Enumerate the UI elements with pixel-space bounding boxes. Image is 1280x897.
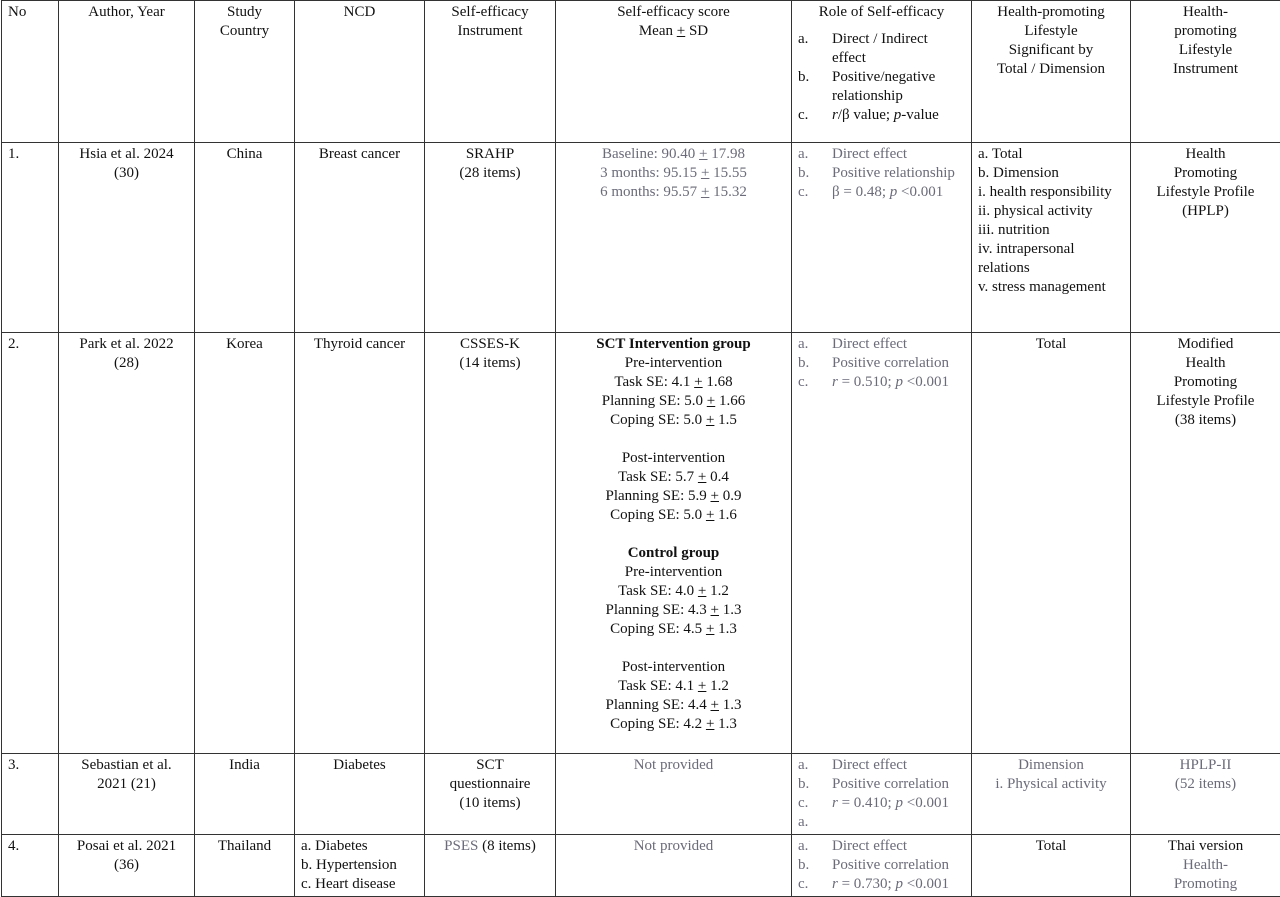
group-title: SCT Intervention group [562,335,785,354]
cell-role: a. Direct effect b. Positive correlation c. r = 0.510; p <0.001 [792,333,972,754]
cell-instrument: SRAHP (28 items) [425,143,556,333]
cell-role: a. Direct effect b. Positive correlation c. r = 0.410; p <0.001 a. [792,754,972,835]
cell-hpl-instrument: Health Promoting Lifestyle Profile (HPLP) [1131,143,1280,333]
cell-country: Korea [195,333,295,754]
cell-role: a. Direct effect b. Positive correlation c. r = 0.730; p <0.001 [792,835,972,897]
header-role: Role of Self-efficacy a. Direct / Indirect effect b. Positive/negative relationship c. r/β value; p-value [792,1,972,143]
header-significant: Health-promoting Lifestyle Significant by Total / Dimension [972,1,1131,143]
header-hpl-instrument: Health- promoting Lifestyle Instrument [1131,1,1280,143]
header-score: Self-efficacy score Mean + SD [556,1,792,143]
cell-author: Sebastian et al. 2021 (21) [59,754,195,835]
cell-role: a. Direct effect b. Positive relationship c. β = 0.48; p <0.001 [792,143,972,333]
cell-score: SCT Intervention group Pre-intervention Task SE: 4.1 + 1.68 Planning SE: 5.0 + 1.66 Coping SE: 5.0 + 1.5 Post-intervention Task SE: 5.7 + 0.4 Planning SE: 5.9 + 0.9 Coping SE: 5.0 + 1.6 Control group Pre-intervention Task SE: 4.0 + 1.2 Planning SE: 4.3 + 1.3 Coping SE: 4.5 + 1.3 Post-intervention Task SE: 4.1 + 1.2 Planning SE: 4.4 + 1.3 Coping SE: 4.2 + 1.3 [556,333,792,754]
cell-no: 4. [2,835,59,897]
table-row [2,333,1280,754]
cell-hpl-instrument: Modified Health Promoting Lifestyle Profile (38 items) [1131,333,1280,754]
header-country: Study Country [195,1,295,143]
cell-hpl-instrument: Thai version Health- Promoting [1131,835,1280,897]
cell-score: Not provided [556,835,792,897]
cell-significant: Total [972,333,1131,754]
cell-ncd: Diabetes [295,754,425,835]
header-author: Author, Year [59,1,195,143]
cell-significant: a. Total b. Dimension i. health responsibility ii. physical activity iii. nutrition iv. intrapersonal relations v. stress management [972,143,1131,333]
header-ncd: NCD [295,1,425,143]
header-instrument: Self-efficacy Instrument [425,1,556,143]
cell-country: Thailand [195,835,295,897]
cell-country: India [195,754,295,835]
cell-author: Hsia et al. 2024 (30) [59,143,195,333]
cell-hpl-instrument: HPLP-II (52 items) [1131,754,1280,835]
cell-instrument: PSES (8 items) [425,835,556,897]
cell-significant: Total [972,835,1131,897]
cell-instrument: SCT questionnaire (10 items) [425,754,556,835]
table-row [2,754,1280,835]
cell-no: 1. [2,143,59,333]
cell-no: 3. [2,754,59,835]
cell-score: Baseline: 90.40 + 17.98 3 months: 95.15 + 15.55 6 months: 95.57 + 15.32 [556,143,792,333]
cell-author: Posai et al. 2021 (36) [59,835,195,897]
header-no: No [2,1,59,143]
cell-ncd: a. Diabetes b. Hypertension c. Heart disease [295,835,425,897]
cell-score: Not provided [556,754,792,835]
cell-country: China [195,143,295,333]
group-title: Control group [562,544,785,563]
table-row [2,143,1280,333]
header-row [2,1,1280,143]
table-row [2,835,1280,897]
cell-author: Park et al. 2022 (28) [59,333,195,754]
cell-ncd: Breast cancer [295,143,425,333]
cell-no: 2. [2,333,59,754]
cell-significant: Dimension i. Physical activity [972,754,1131,835]
cell-instrument: CSSES-K (14 items) [425,333,556,754]
cell-ncd: Thyroid cancer [295,333,425,754]
review-table [1,0,1280,897]
